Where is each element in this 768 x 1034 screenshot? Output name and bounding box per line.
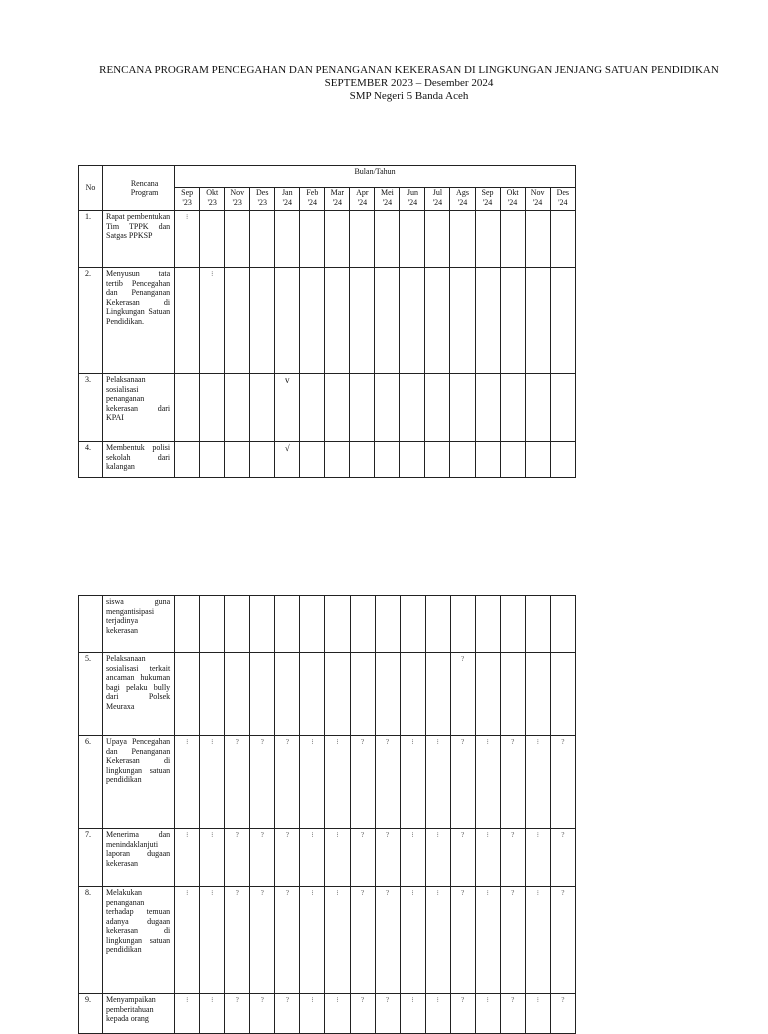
- row-program: Pelaksanaan sosialisasi terkait ancaman hukuman bagi pelaku bully dari Polsek Meuraxa: [103, 653, 175, 736]
- table-row: [79, 887, 576, 994]
- month-cell: ⁝: [425, 829, 450, 887]
- month-cell: [175, 268, 200, 374]
- month-cell: [375, 268, 400, 374]
- month-cell: ⁝: [300, 887, 325, 994]
- row-number: 7.: [79, 829, 103, 887]
- month-year: '24: [282, 197, 292, 207]
- month-cell: [375, 211, 400, 268]
- month-cell: [475, 374, 500, 442]
- month-cell: [175, 596, 200, 653]
- month-cell: ?: [275, 887, 300, 994]
- month-cell: [550, 596, 575, 653]
- month-header: [225, 188, 250, 211]
- month-cell: [400, 374, 425, 442]
- month-cell: [525, 374, 550, 442]
- month-cell: [500, 211, 525, 268]
- month-cell: [425, 211, 450, 268]
- row-program: Melakukan penanganan terhadap temuan adanya dugaan kekerasan di lingkungan satuan pendidikan: [103, 887, 175, 994]
- row-program: Upaya Pencegahan dan Penanganan Kekerasan di lingkungan satuan pendidikan: [103, 736, 175, 829]
- month-cell: [400, 653, 425, 736]
- month-cell: [425, 374, 450, 442]
- month-cell: ⁝: [200, 268, 225, 374]
- table-row: [79, 736, 576, 829]
- row-number: 5.: [79, 653, 103, 736]
- month-name: Mei: [380, 188, 394, 197]
- month-cell: ⁝: [425, 736, 450, 829]
- month-cell: ?: [225, 829, 250, 887]
- month-cell: [525, 442, 550, 478]
- month-cell: [325, 268, 350, 374]
- month-cell: ?: [250, 887, 275, 994]
- month-cell: [475, 268, 500, 374]
- month-cell: [475, 211, 500, 268]
- month-cell: [300, 268, 325, 374]
- month-cell: [475, 596, 500, 653]
- month-cell: [275, 211, 300, 268]
- month-cell: ⁝: [200, 736, 225, 829]
- month-cell: ?: [250, 829, 275, 887]
- title-line-3: SMP Negeri 5 Banda Aceh: [349, 90, 469, 102]
- month-cell: [200, 653, 225, 736]
- row-program: Pelaksanaan sosialisasi penanganan kekerasan dari KPAI: [103, 374, 175, 442]
- month-cell: [175, 374, 200, 442]
- month-cell: [300, 442, 325, 478]
- table-row: [79, 211, 576, 268]
- month-cell: [425, 268, 450, 374]
- month-cell: [400, 596, 425, 653]
- month-cell: [225, 211, 250, 268]
- month-cell: [525, 596, 550, 653]
- month-cell: [325, 442, 350, 478]
- month-header: [175, 188, 200, 211]
- month-cell: ?: [550, 887, 575, 994]
- row-number: 6.: [79, 736, 103, 829]
- month-cell: [375, 596, 400, 653]
- month-cell: ⁝: [200, 829, 225, 887]
- month-header: [200, 188, 225, 211]
- month-cell: [450, 374, 475, 442]
- month-cell: ⁝: [175, 829, 200, 887]
- month-cell: v: [275, 374, 300, 442]
- month-cell: [225, 374, 250, 442]
- month-cell: [250, 268, 275, 374]
- month-cell: ⁝: [300, 736, 325, 829]
- month-cell: [275, 268, 300, 374]
- month-cell: ⁝: [525, 994, 550, 1034]
- month-cell: ?: [450, 653, 475, 736]
- row-program: Menyampaikan pemberitahuan kepada orang: [103, 994, 175, 1034]
- month-name: Mar: [330, 188, 344, 197]
- month-cell: [300, 596, 325, 653]
- month-cell: ⁝: [200, 887, 225, 994]
- month-name: Jan: [281, 188, 293, 197]
- month-cell: [400, 268, 425, 374]
- month-cell: ?: [275, 829, 300, 887]
- month-cell: [350, 211, 375, 268]
- title-line-2: SEPTEMBER 2023 – Desember 2024: [324, 77, 494, 89]
- month-cell: [200, 442, 225, 478]
- month-cell: ?: [450, 994, 475, 1034]
- month-cell: [250, 374, 275, 442]
- month-cell: [425, 442, 450, 478]
- month-cell: ?: [275, 736, 300, 829]
- header-no: No: [79, 166, 103, 211]
- month-cell: ?: [350, 829, 375, 887]
- month-cell: [300, 653, 325, 736]
- month-year: '23: [182, 197, 192, 207]
- month-cell: ?: [450, 736, 475, 829]
- month-header: [325, 188, 350, 211]
- month-cell: [525, 653, 550, 736]
- month-cell: [550, 211, 575, 268]
- table-row: [79, 994, 576, 1034]
- month-cell: ?: [275, 994, 300, 1034]
- month-cell: ?: [350, 994, 375, 1034]
- month-cell: ⁝: [325, 887, 350, 994]
- month-cell: ?: [375, 887, 400, 994]
- month-cell: [450, 442, 475, 478]
- header-program: Rencana Program: [103, 166, 175, 211]
- month-cell: [225, 653, 250, 736]
- row-program: Rapat pembentukan Tim TPPK dan Satgas PPKSP: [103, 211, 175, 268]
- month-cell: ⁝: [325, 994, 350, 1034]
- month-header: [475, 188, 500, 211]
- month-cell: [250, 211, 275, 268]
- month-cell: [500, 268, 525, 374]
- month-cell: [275, 596, 300, 653]
- month-cell: ?: [450, 887, 475, 994]
- month-header: [500, 188, 525, 211]
- month-header: [250, 188, 275, 211]
- month-cell: ⁝: [525, 736, 550, 829]
- title-line-1: RENCANA PROGRAM PENCEGAHAN DAN PENANGANAN KEKERASAN DI LINGKUNGAN JENJANG SATUAN PENDIDIKAN: [99, 64, 719, 76]
- month-year: '23: [232, 197, 242, 207]
- month-cell: ?: [375, 994, 400, 1034]
- month-cell: [250, 442, 275, 478]
- month-name: Des: [256, 188, 269, 197]
- month-header: [375, 188, 400, 211]
- month-year: '23: [257, 197, 267, 207]
- month-cell: ⁝: [300, 829, 325, 887]
- month-cell: [550, 653, 575, 736]
- month-cell: [425, 653, 450, 736]
- month-cell: ⁝: [175, 736, 200, 829]
- month-cell: ?: [550, 994, 575, 1034]
- row-number: [79, 596, 103, 653]
- month-cell: [325, 653, 350, 736]
- month-cell: [475, 442, 500, 478]
- document-title: [0, 64, 768, 103]
- table-row: [79, 653, 576, 736]
- month-cell: ?: [550, 829, 575, 887]
- month-year: '24: [482, 197, 493, 207]
- month-cell: ?: [250, 994, 275, 1034]
- month-name: Feb: [306, 188, 319, 197]
- month-cell: [175, 442, 200, 478]
- month-cell: ⁝: [325, 829, 350, 887]
- month-cell: [400, 442, 425, 478]
- table-row: [79, 829, 576, 887]
- month-cell: [225, 268, 250, 374]
- month-cell: ?: [250, 736, 275, 829]
- month-cell: ⁝: [175, 887, 200, 994]
- row-number: 1.: [79, 211, 103, 268]
- month-cell: [350, 596, 375, 653]
- month-name: Sep: [481, 188, 494, 197]
- month-year: '24: [307, 197, 318, 207]
- month-year: '24: [407, 197, 418, 207]
- month-cell: ?: [450, 829, 475, 887]
- month-name: Des: [556, 188, 570, 197]
- month-cell: [500, 374, 525, 442]
- month-header: [450, 188, 475, 211]
- month-cell: [225, 596, 250, 653]
- header-period: Bulan/Tahun: [175, 166, 576, 188]
- month-cell: [375, 442, 400, 478]
- table-row: [79, 268, 576, 374]
- row-number: 4.: [79, 442, 103, 478]
- row-number: 2.: [79, 268, 103, 374]
- month-cell: ⁝: [400, 887, 425, 994]
- month-cell: [275, 653, 300, 736]
- month-cell: [300, 374, 325, 442]
- month-cell: ⁝: [400, 829, 425, 887]
- month-cell: [200, 211, 225, 268]
- month-year: '24: [507, 197, 518, 207]
- month-cell: [175, 653, 200, 736]
- month-cell: ⁝: [175, 211, 200, 268]
- month-header: [350, 188, 375, 211]
- row-number: 9.: [79, 994, 103, 1034]
- month-year: '24: [532, 197, 543, 207]
- month-cell: [325, 211, 350, 268]
- month-cell: ?: [225, 736, 250, 829]
- month-cell: ?: [225, 887, 250, 994]
- program-table-part-2: [78, 595, 576, 1034]
- month-cell: ⁝: [475, 736, 500, 829]
- month-cell: [350, 268, 375, 374]
- month-cell: ?: [350, 887, 375, 994]
- month-cell: [475, 653, 500, 736]
- row-program: Menyusun tata tertib Pencegahan dan Penanganan Kekerasan di Lingkungan Satuan Pendidikan.: [103, 268, 175, 374]
- month-cell: ⁝: [525, 829, 550, 887]
- month-cell: [350, 653, 375, 736]
- month-cell: ?: [500, 829, 525, 887]
- month-cell: [325, 374, 350, 442]
- month-year: '23: [207, 197, 217, 207]
- month-cell: [300, 211, 325, 268]
- table-row: [79, 374, 576, 442]
- month-year: '24: [558, 197, 568, 207]
- month-header: [400, 188, 425, 211]
- month-year: '24: [332, 197, 343, 207]
- table-row: [79, 596, 576, 653]
- month-header: [300, 188, 325, 211]
- month-cell: [200, 374, 225, 442]
- month-cell: √: [275, 442, 300, 478]
- month-cell: [225, 442, 250, 478]
- month-name: Sep: [181, 188, 194, 197]
- month-name: Apr: [356, 188, 369, 197]
- month-cell: ?: [550, 736, 575, 829]
- month-cell: ⁝: [400, 736, 425, 829]
- month-cell: [200, 596, 225, 653]
- month-name: Okt: [206, 188, 219, 197]
- month-cell: ⁝: [425, 994, 450, 1034]
- month-cell: [325, 596, 350, 653]
- month-cell: [550, 374, 575, 442]
- month-name: Nov: [530, 188, 545, 197]
- month-cell: [425, 596, 450, 653]
- month-name: Nov: [230, 188, 245, 197]
- month-cell: ?: [375, 736, 400, 829]
- row-program: siswa guna mengantisipasi terjadinya kekerasan: [103, 596, 175, 653]
- month-cell: ⁝: [200, 994, 225, 1034]
- month-cell: [450, 211, 475, 268]
- month-cell: [550, 442, 575, 478]
- month-name: Ags: [456, 188, 469, 197]
- month-cell: [250, 653, 275, 736]
- month-cell: [375, 374, 400, 442]
- month-cell: [500, 596, 525, 653]
- month-year: '24: [432, 197, 443, 207]
- month-name: Jul: [432, 188, 443, 197]
- month-header: [275, 188, 300, 211]
- month-cell: ⁝: [475, 829, 500, 887]
- table-row: [79, 442, 576, 478]
- month-cell: ⁝: [175, 994, 200, 1034]
- month-cell: [525, 211, 550, 268]
- month-cell: ⁝: [300, 994, 325, 1034]
- month-cell: ⁝: [425, 887, 450, 994]
- month-cell: ?: [500, 994, 525, 1034]
- row-program: Membentuk polisi sekolah dari kalangan: [103, 442, 175, 478]
- month-name: Okt: [506, 188, 519, 197]
- month-cell: ⁝: [475, 994, 500, 1034]
- month-cell: [500, 442, 525, 478]
- program-table-part-1: [78, 165, 576, 478]
- month-cell: [525, 268, 550, 374]
- month-cell: [450, 596, 475, 653]
- month-cell: [500, 653, 525, 736]
- month-cell: [250, 596, 275, 653]
- table-header-row-1: [79, 166, 576, 188]
- month-cell: ⁝: [325, 736, 350, 829]
- row-program: Menerima dan menindaklanjuti laporan dugaan kekerasan: [103, 829, 175, 887]
- month-cell: ?: [225, 994, 250, 1034]
- month-cell: [350, 442, 375, 478]
- month-year: '24: [457, 197, 468, 207]
- month-cell: [375, 653, 400, 736]
- row-number: 8.: [79, 887, 103, 994]
- month-cell: ?: [500, 887, 525, 994]
- month-cell: [350, 374, 375, 442]
- month-cell: ⁝: [525, 887, 550, 994]
- month-cell: ⁝: [400, 994, 425, 1034]
- month-year: '24: [382, 197, 393, 207]
- row-number: 3.: [79, 374, 103, 442]
- month-cell: [550, 268, 575, 374]
- month-cell: ?: [500, 736, 525, 829]
- month-year: '24: [357, 197, 368, 207]
- month-cell: [450, 268, 475, 374]
- month-name: Jun: [406, 188, 418, 197]
- month-cell: ⁝: [475, 887, 500, 994]
- month-header: [525, 188, 550, 211]
- month-cell: ?: [350, 736, 375, 829]
- month-cell: ?: [375, 829, 400, 887]
- month-header: [550, 188, 575, 211]
- month-header: [425, 188, 450, 211]
- month-cell: [400, 211, 425, 268]
